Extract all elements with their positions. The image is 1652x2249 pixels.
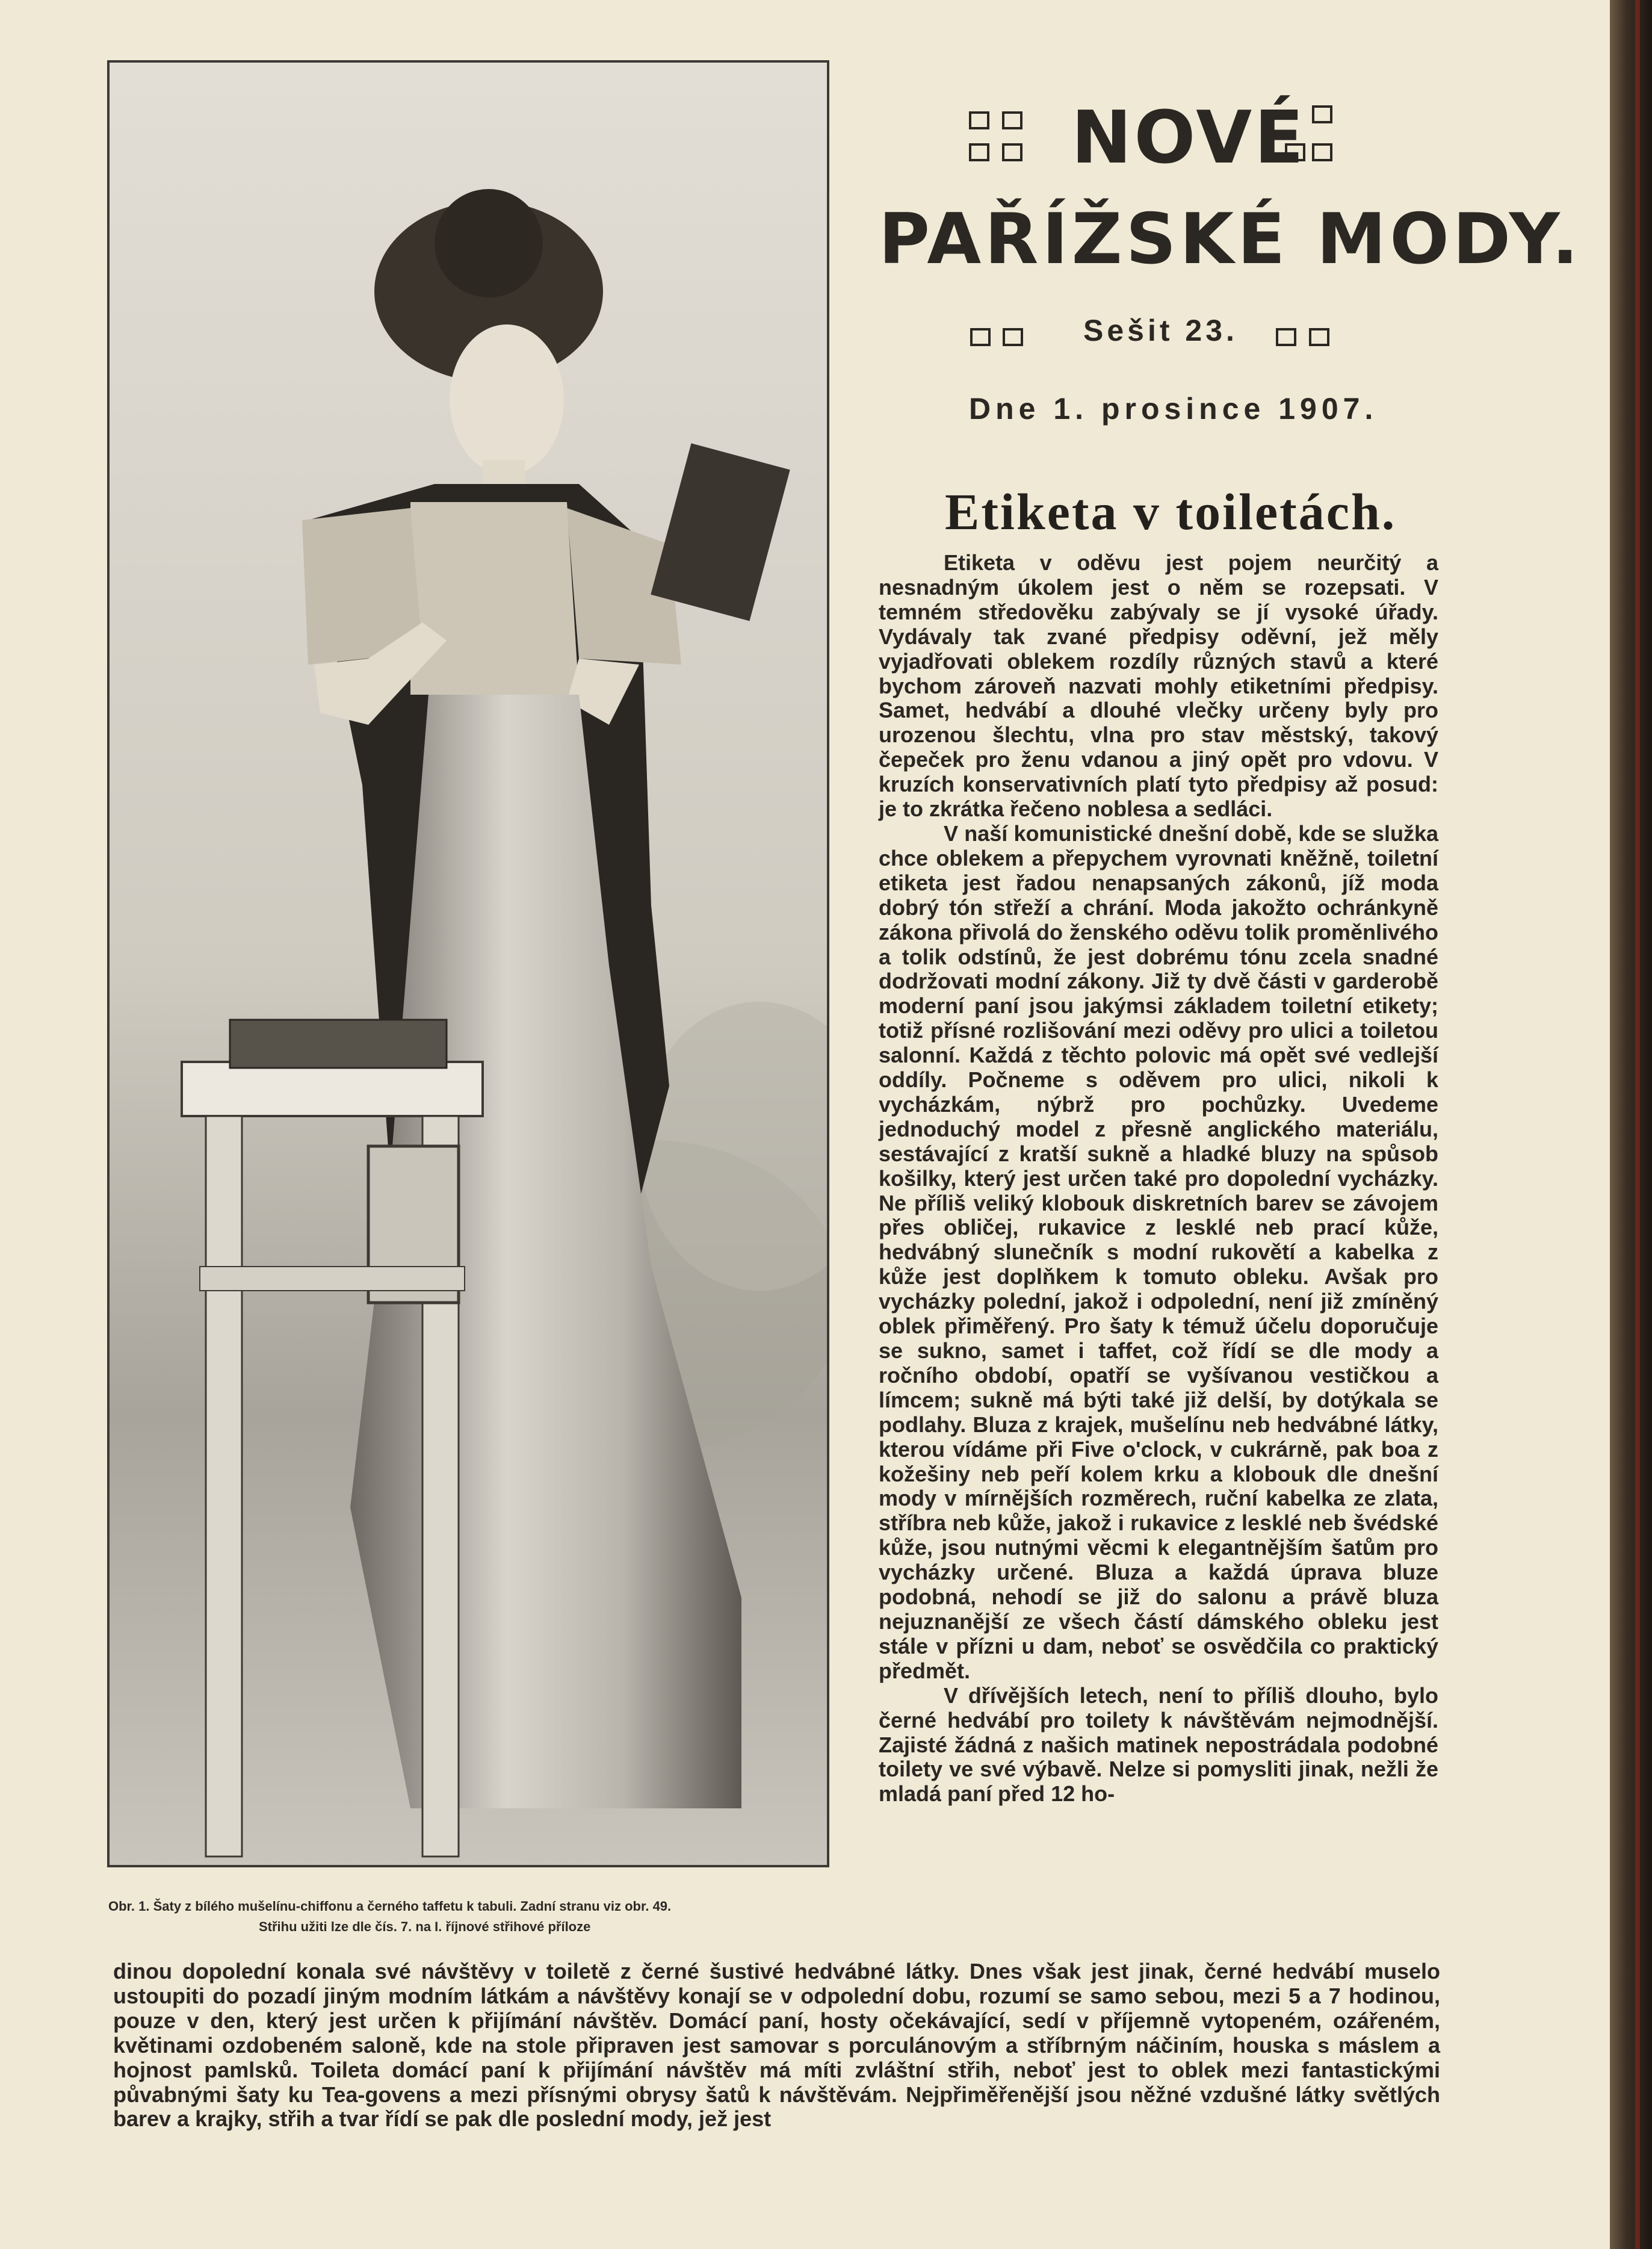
article-paragraph: Etiketa v oděvu jest pojem neurčitý a nesnadným úkolem jest o něm se rozepsati. V temném středověku zabývaly se jí vysoké úřady. Vydávaly tak zvané předpisy oděvní, jež měly vyjadřovati oblekem rozdíly různých stavů a které bychom zároveň nazvati mohly etiketními předpisy. Samet, hedvábí a dlouhé vlečky určeny byly pro urozenou šlechtu, vlna pro stav městský, takový čepeček pro ženu vdanou a jiný opět pro vdovu. V kruzích konservativních platí tyto předpisy až posud: je to zkrátka řečeno noblesa a sedláci. xyxy=(879,550,1438,822)
masthead-title-line-2: PAŘÍŽSKÉ MODY. xyxy=(879,199,1582,280)
article-full-width-text xyxy=(113,1959,1440,2132)
masthead xyxy=(873,96,1582,280)
ornament-square-icon xyxy=(1003,328,1023,346)
issue-date: Dne 1. prosince 1907. xyxy=(969,392,1378,426)
ornament-square-icon xyxy=(1285,143,1305,161)
ornament-square-icon xyxy=(969,143,989,161)
caption-line-1: Obr. 1. Šaty z bílého mušelínu-chiffonu a černého taffetu k tabuli. Zadní stranu viz obr. 49. xyxy=(108,1899,672,1914)
figure-caption xyxy=(108,1896,849,1937)
article-title: Etiketa v toiletách. xyxy=(945,483,1397,541)
ornament-square-icon xyxy=(1002,143,1022,161)
article-paragraph: dinou dopolední konala své návštěvy v toiletě z černé šustivé hedvábné látky. Dnes však jest jinak, černé hedvábí muselo ustoupiti do pozadí jiným modním látkám a návštěvy konají se v odpolední dobu, rozumí se samo sebou, mezi 5 a 7 hodinou, pouze v den, který jest určen k přijímání návštěv. Domácí paní, hosty očekávající, sedí v příjemně vytopeném, ozářeném, květinami ozdobeném saloně, kde na stole připraven jest samovar s porculánovým a stříbrným náčiním, houska s máslem a hojnost pamlsků. Toileta domácí paní k přijímání návštěv má míti zvláštní střih, neboť jest to oblek mezi fantastickými půvabnými šaty ku Tea-govens a mezi přísnými obrysy šatů k návštěvám. Nejpřiměřenější jsou něžné vzdušné látky světlých barev a krajky, střih a tvar řídí se pak dle poslední mody, jež jest xyxy=(113,1959,1440,2132)
ornament-square-icon xyxy=(1309,328,1329,346)
binding-stripe xyxy=(1635,0,1640,2249)
article-column xyxy=(879,551,1438,1807)
ornament-square-icon xyxy=(1276,328,1296,346)
article-paragraph: V naší komunistické dnešní době, kde se služka chce oblekem a přepychem vyrovnati kněžně, toiletní etiketa jest řadou nenapsaných zákonů, jíž moda dobrý tón střeží a chrání. Moda jakožto ochránkyně zákona přivolá do ženského oděvu tolik proměnlivého a tolik odstínů, že jest dobrému tónu zcela snadné dodržovati modní zákony. Již ty dvě části v garderobě moderní paní jsou jakýmsi základem toiletní etikety; totiž přísné rozlišování mezi oděvy pro ulici a toiletou salonní. Každá z těchto polovic má opět své vedlejší oddíly. Počneme s oděvem pro ulici, nikoli k vycházkám, nýbrž pro pochůzky. Uvedeme jednoduchý model z přesně anglického materiálu, sestávající z kratší sukně a hladké bluzy na spůsob košilky, který jest určen také pro dopolední vycházky. Ne příliš veliký klobouk diskretních barev se závojem přes obličej, rukavice z lesklé neb prací kůže, hedvábný slunečník s modní rukovětí a kabelka z kůže jest doplňkem k tomuto obleku. Avšak pro vycházky polední, jakož i odpolední, není již zmíněný oblek přiměřený. Pro šaty k témuž účelu doporučuje se sukno, samet i taffet, což řídí se dle mody a ročního období, opatří se vyšívanou vestičkou a límcem; sukně má býti také již delší, by dotýkala se podlahy. Bluza z krajek, mušelínu neb hedvábné látky, kterou vídáme při Five o'clock, v cukrárně, pak boa z kožešiny neb peří kolem krku a klobouk dle dnešní mody v mírnějších rozměrech, ruční kabelka ze zlata, stříbra neb kůže, jakož i rukavice z lesklé neb švédské kůže, jsou nutnými věcmi k elegantnějším šatům pro vycházky určené. Bluza a každá úprava bluze podobná, nehodí se již do salonu a právě bluza nejuznanější ze všech částí dámského obleku jest stále v přízni u dam, neboť se osvědčila co praktický předmět. xyxy=(879,820,1438,1683)
masthead-title-line-1: NOVÉ xyxy=(1071,96,1307,180)
ornament-square-icon xyxy=(1002,111,1022,129)
ornament-square-icon xyxy=(1312,105,1332,123)
article-paragraph: V dřívějších letech, není to příliš dlouho, bylo černé hedvábí pro toilety k návštěvám nejmodnější. Zajisté žádná z našich matinek nepostrádala podobné toilety ve své výbavě. Nelze si pomysliti jinak, nežli že mladá paní před 12 ho- xyxy=(879,1683,1438,1807)
book-binding-edge xyxy=(1610,0,1652,2249)
ornament-square-icon xyxy=(969,111,989,129)
caption-line-2: Střihu užiti lze dle čís. 7. na I. říjnové střihové příloze xyxy=(259,1919,591,1934)
ornament-square-icon xyxy=(1312,143,1332,161)
issue-number: Sešit 23. xyxy=(1083,314,1238,347)
ornament-square-icon xyxy=(970,328,991,346)
fashion-illustration xyxy=(107,60,829,1867)
